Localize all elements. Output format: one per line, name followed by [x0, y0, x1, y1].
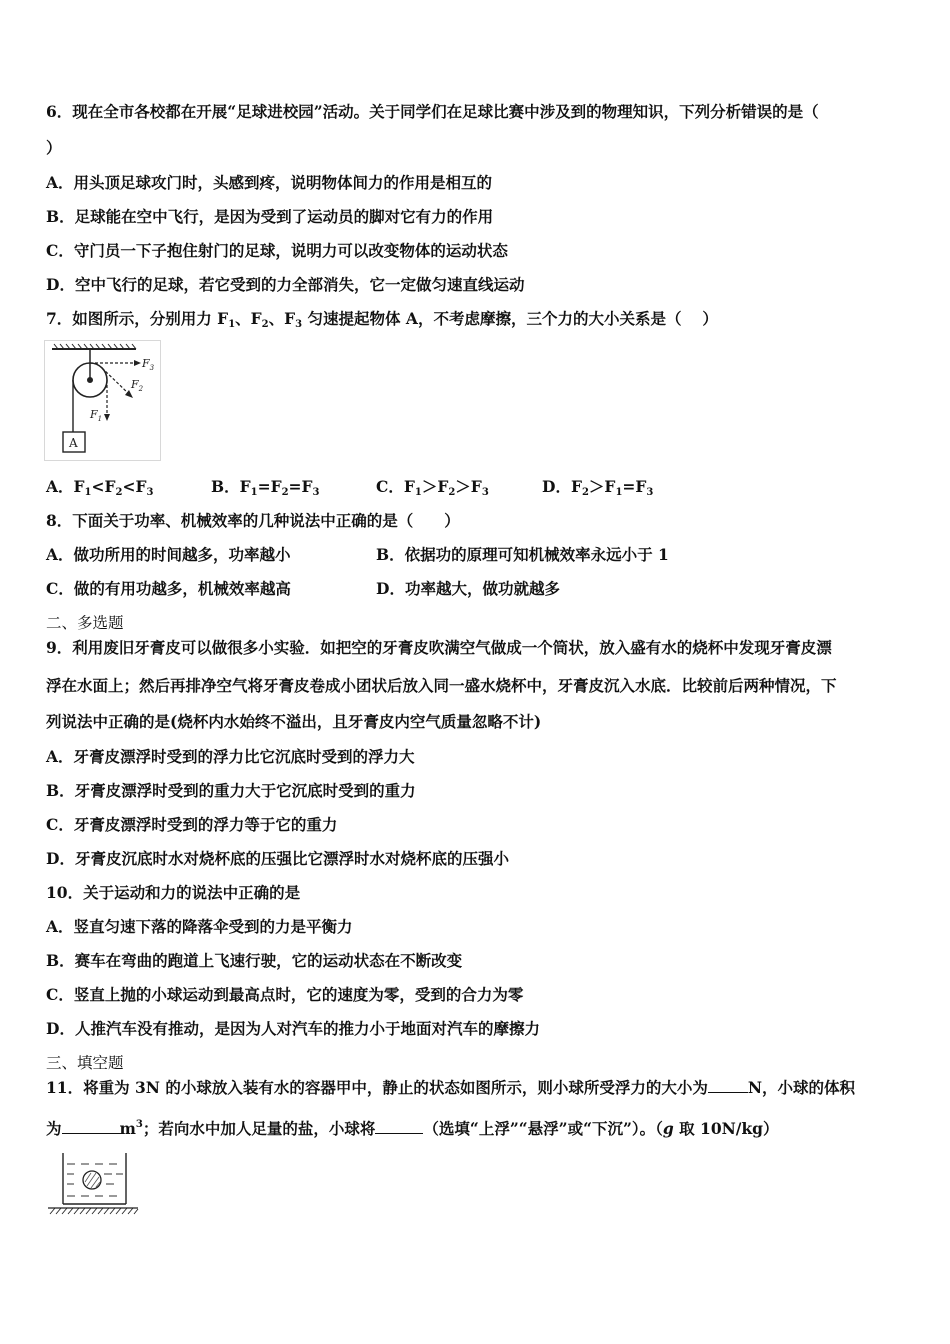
blank-buoyancy[interactable]	[708, 1078, 748, 1093]
q7-option-d: D．$F_2>F_1=F_3$	[542, 477, 654, 498]
q6-stem-line1: 6．现在全市各校都在开展“足球进校园”活动。关于同学们在足球比赛中涉及到的物理知识，下列分析错误的是（	[46, 102, 819, 121]
q6-option-b: B．足球能在空中飞行，是因为受到了运动员的脚对它有力的作用	[46, 207, 494, 226]
label-f1: $F_1$	[90, 408, 103, 423]
q7-option-b: B．$F_1=F_2=F_3$	[211, 477, 320, 498]
q6-option-a: A．用头顶足球攻门时，头感到疼，说明物体间力的作用是相互的	[46, 173, 493, 192]
pulley-figure	[44, 340, 162, 462]
q11-stem-line2: 为 $m^3$；若向水中加人足量的盐，小球将 （选填“上浮”“悬浮”或“下沉”）。（g 取 10N/kg）	[46, 1119, 779, 1138]
q7-stem: 7．如图所示，分别用力 $F_1$、$F_2$、$F_3$ 匀速提起物体 A，不考虑摩擦，三个力的大小关系是（ ）	[46, 309, 718, 330]
q8-stem: 8．下面关于功率、机械效率的几种说法中正确的是（ ）	[46, 511, 460, 530]
label-f3: $F_3$	[142, 357, 155, 372]
q9-stem-line3: 列说法中正确的是(烧杯内水始终不溢出，且牙膏皮内空气质量忽略不计)	[46, 712, 542, 731]
label-f2: $F_2$	[131, 378, 144, 393]
q10-option-b: B．赛车在弯曲的跑道上飞速行驶，它的运动状态在不断改变	[46, 951, 463, 970]
blank-ball-state[interactable]	[375, 1119, 423, 1134]
q9-stem-line2: 浮在水面上；然后再排净空气将牙膏皮卷成小团状后放入同一盛水烧杯中，牙膏皮沉入水底．比较前后两种情况，下	[46, 676, 837, 695]
q9-option-a: A．牙膏皮漂浮时受到的浮力比它沉底时受到的浮力大	[46, 747, 415, 766]
section-fill-in: 三、填空题	[46, 1054, 124, 1072]
q7-option-a: A．$F_1<F_2<F_3$	[46, 477, 154, 498]
block-a-label: A	[69, 436, 78, 450]
q8-option-d: D．功率越大，做功就越多	[376, 579, 560, 598]
q8-option-b: B．依据功的原理可知机械效率永远小于 1	[376, 545, 669, 564]
q10-option-a: A．竖直匀速下落的降落伞受到的力是平衡力	[46, 917, 353, 936]
container-figure	[46, 1150, 140, 1216]
q9-option-c: C．牙膏皮漂浮时受到的浮力等于它的重力	[46, 815, 338, 834]
q10-option-d: D．人推汽车没有推动，是因为人对汽车的推力小于地面对汽车的摩擦力	[46, 1019, 540, 1038]
q7-option-c: C．$F_1>F_2>F_3$	[376, 477, 489, 498]
q6-option-c: C．守门员一下子抱住射门的足球，说明力可以改变物体的运动状态	[46, 241, 508, 260]
q8-option-a: A．做功所用的时间越多，功率越小	[46, 545, 291, 564]
q6-stem-line2: ）	[46, 138, 62, 157]
q9-option-d: D．牙膏皮沉底时水对烧杯底的压强比它漂浮时水对烧杯底的压强小	[46, 849, 509, 868]
q10-stem: 10．关于运动和力的说法中正确的是	[46, 883, 301, 902]
q10-option-c: C．竖直上抛的小球运动到最高点时，它的速度为零，受到的合力为零	[46, 985, 524, 1004]
q9-option-b: B．牙膏皮漂浮时受到的重力大于它沉底时受到的重力	[46, 781, 416, 800]
blank-volume[interactable]	[62, 1119, 120, 1134]
section-multiple-choice: 二、多选题	[46, 614, 124, 632]
q9-stem-line1: 9．利用废旧牙膏皮可以做很多小实验．如把空的牙膏皮吹满空气做成一个筒状，放入盛有水的烧杯中发现牙膏皮漂	[46, 638, 832, 657]
q11-stem-line1: 11．将重为 3N 的小球放入装有水的容器甲中，静止的状态如图所示，则小球所受浮力的大小为 N，小球的体积	[46, 1078, 855, 1097]
q8-option-c: C．做的有用功越多，机械效率越高	[46, 579, 291, 598]
q6-option-d: D．空中飞行的足球，若它受到的力全部消失，它一定做匀速直线运动	[46, 275, 525, 294]
